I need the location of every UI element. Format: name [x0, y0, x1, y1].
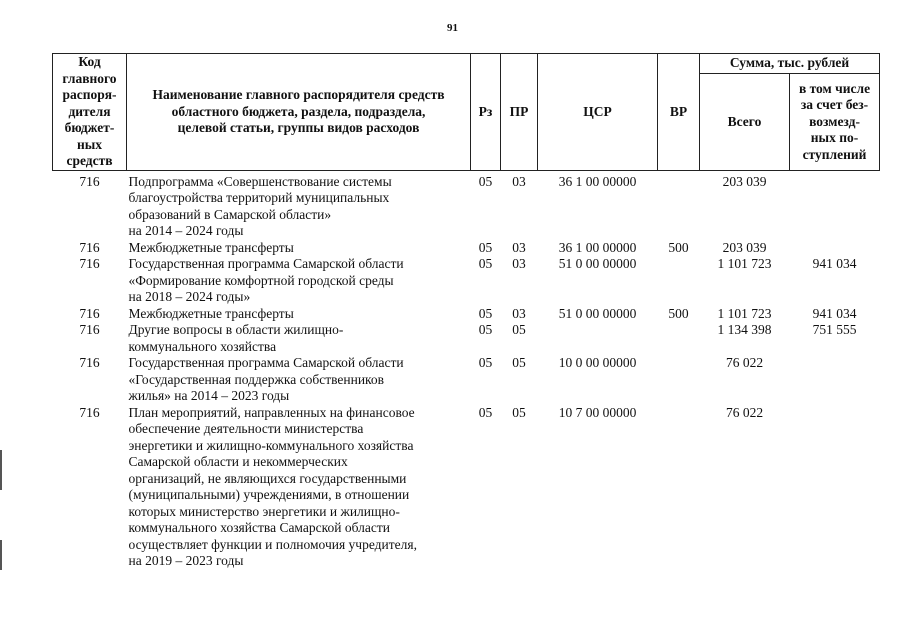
page-number: 91: [447, 22, 458, 34]
header-pr: ПР: [501, 54, 538, 171]
text-line: ных по-: [810, 130, 859, 145]
cell-total: 76 022: [725, 404, 764, 420]
text-line: План мероприятий, направленных на финансовое: [128, 404, 415, 420]
text-line: «Государственная поддержка собственников: [128, 371, 385, 387]
text-line: Код: [78, 54, 101, 69]
text-line: возмезд-: [809, 113, 860, 129]
text-line: коммунального хозяйства Самарской области: [128, 520, 390, 535]
cell-code: 716: [79, 404, 100, 420]
cell-vr: [658, 405, 700, 570]
table-row: [53, 174, 880, 240]
text-line: ступлений: [802, 146, 867, 162]
text-line: Государственная программа Самарской области: [128, 355, 404, 370]
text-line: (муниципальными) учреждениями, в отношении: [128, 487, 410, 502]
table-row: [53, 240, 880, 257]
cell-name: [127, 174, 471, 240]
cell-name: [127, 240, 471, 257]
cell-total: 203 039: [722, 173, 767, 189]
text-line: в том числе: [798, 80, 871, 96]
cell-csr: 51 0 00 00000: [558, 256, 637, 271]
cell-incl: [790, 355, 880, 405]
text-line: жилья» на 2014 – 2023 годы: [128, 388, 290, 403]
text-line: Самарской области и некоммерческих: [128, 454, 348, 469]
scan-margin-mark: [0, 450, 2, 490]
budget-table: [52, 53, 880, 570]
cell-vr: [658, 322, 700, 355]
table-row: [53, 306, 880, 323]
table-row: [53, 322, 880, 355]
text-line: осуществляет функции и полномочия учредителя,: [128, 536, 417, 552]
header-csr: ЦСР: [538, 54, 658, 171]
cell-pr: 03: [512, 239, 526, 255]
header-name: [127, 54, 471, 171]
cell-code: 716: [79, 256, 100, 271]
table-header: [53, 54, 880, 171]
cell-incl: 941 034: [812, 256, 857, 271]
text-line: обеспечение деятельности министерства: [128, 421, 364, 436]
cell-incl: [790, 405, 880, 570]
cell-incl: 941 034: [812, 305, 857, 321]
cell-rz: 05: [478, 305, 493, 321]
cell-pr: 03: [512, 173, 526, 189]
text-line: Межбюджетные трансферты: [128, 305, 294, 321]
cell-rz: 05: [478, 173, 493, 189]
cell-name: [127, 256, 471, 306]
cell-csr: [538, 322, 658, 355]
cell-csr: 36 1 00 00000: [558, 239, 637, 255]
cell-incl: 751 555: [812, 322, 857, 337]
cell-incl: [790, 174, 880, 240]
cell-pr: 05: [512, 355, 526, 370]
text-line: Другие вопросы в области жилищно-: [128, 322, 344, 337]
cell-vr: 500: [668, 239, 689, 255]
cell-pr: 03: [512, 256, 526, 271]
text-line: Межбюджетные трансферты: [128, 239, 294, 255]
text-line: Подпрограмма «Совершенствование системы: [128, 173, 392, 189]
text-line: дителя: [68, 103, 111, 119]
cell-code: 716: [79, 305, 100, 321]
table-row: [53, 405, 880, 570]
cell-name: [127, 355, 471, 405]
text-line: организаций, не являющихся государственными: [128, 470, 407, 486]
cell-total: 1 101 723: [717, 305, 772, 321]
cell-pr: 05: [512, 322, 526, 337]
cell-code: 716: [79, 173, 100, 189]
cell-vr: [658, 256, 700, 306]
text-line: которых министерство энергетики и жилищно-: [128, 503, 400, 519]
text-line: на 2014 – 2024 годы: [128, 223, 244, 238]
cell-rz: 05: [478, 355, 493, 370]
text-line: за счет без-: [800, 97, 869, 112]
header-code: [53, 54, 127, 171]
cell-incl: [790, 240, 880, 257]
header-total: Всего: [700, 74, 790, 171]
table-row: [53, 256, 880, 306]
text-line: Государственная программа Самарской области: [128, 256, 404, 271]
cell-csr: 51 0 00 00000: [558, 305, 637, 321]
text-line: коммунального хозяйства: [128, 338, 277, 354]
scan-margin-mark: [0, 540, 2, 570]
text-line: бюджет-: [64, 120, 115, 135]
cell-total: 1 101 723: [717, 256, 772, 271]
cell-rz: 05: [478, 239, 493, 255]
cell-csr: 10 0 00 00000: [558, 355, 637, 370]
text-line: Наименование главного распорядителя средств: [152, 87, 445, 102]
table-row: [53, 355, 880, 405]
cell-rz: 05: [478, 322, 493, 337]
text-line: ных: [76, 136, 103, 152]
cell-pr: 03: [512, 305, 526, 321]
header-incl: [790, 74, 880, 171]
cell-vr: [658, 355, 700, 405]
cell-rz: 05: [478, 404, 493, 420]
cell-rz: 05: [478, 256, 493, 271]
cell-total: 203 039: [722, 239, 767, 255]
cell-total: 1 134 398: [717, 322, 772, 337]
text-line: образований в Самарской области»: [128, 206, 332, 222]
text-line: на 2018 – 2024 годы»: [128, 289, 251, 304]
text-line: энергетики и жилищно-коммунального хозяйства: [128, 437, 414, 453]
cell-code: 716: [79, 239, 100, 255]
cell-csr: 36 1 00 00000: [558, 173, 637, 189]
header-rz: Рз: [471, 54, 501, 171]
cell-name: [127, 322, 471, 355]
cell-name: [127, 306, 471, 323]
text-line: главного: [62, 70, 117, 86]
cell-csr: 10 7 00 00000: [558, 404, 637, 420]
cell-code: 716: [79, 355, 100, 370]
cell-code: 716: [79, 322, 100, 337]
cell-vr: 500: [668, 305, 689, 321]
text-line: средств: [66, 153, 113, 168]
cell-vr: [658, 174, 700, 240]
cell-total: 76 022: [725, 355, 764, 370]
text-line: областного бюджета, раздела, подраздела,: [171, 103, 426, 119]
text-line: на 2019 – 2023 годы: [128, 553, 244, 568]
table-body: [53, 170, 880, 570]
cell-pr: 05: [512, 404, 526, 420]
text-line: благоустройства территорий муниципальных: [128, 190, 390, 205]
text-line: распоря-: [62, 87, 117, 102]
header-vr: ВР: [658, 54, 700, 171]
text-line: «Формирование комфортной городской среды: [128, 272, 394, 288]
header-sum-group: Сумма, тыс. рублей: [700, 54, 880, 74]
text-line: целевой статьи, группы видов расходов: [177, 120, 420, 135]
cell-name: [127, 405, 471, 570]
